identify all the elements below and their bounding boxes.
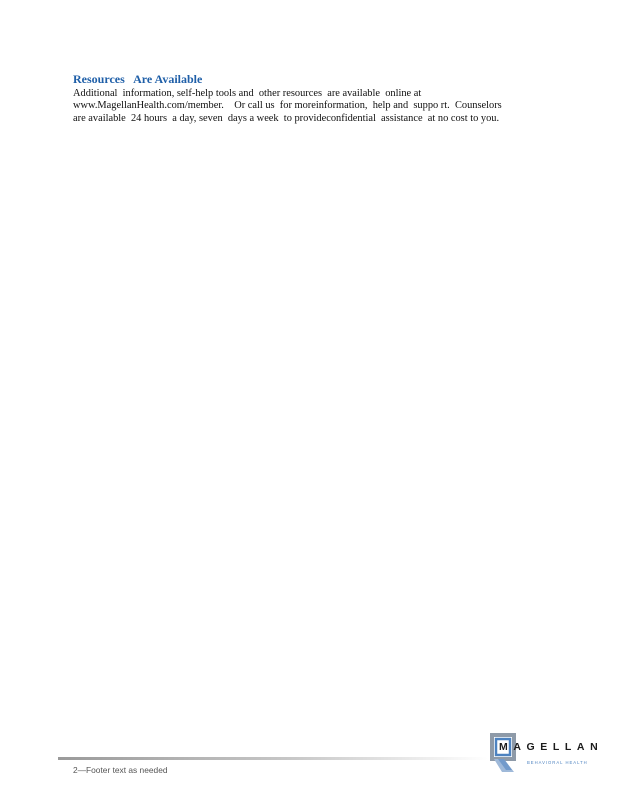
magellan-logo	[490, 732, 604, 774]
footer-text: 2—Footer text as needed	[73, 765, 168, 775]
logo-wordmark: MAGELLAN	[499, 741, 604, 753]
footer-divider	[58, 757, 488, 760]
logo-tagline: BEHAVIORAL HEALTH	[527, 760, 588, 765]
body-line: are available 24 hours a day, seven days a week to provideconfidential assistance at no cost to you.	[73, 112, 500, 124]
body-line: www.MagellanHealth.com/member. Or call us for moreinformation, help and suppo rt. Counselors	[73, 100, 502, 112]
magellan-logo-mark-icon	[490, 732, 530, 774]
section-heading: Resources Are Available	[73, 72, 203, 86]
section-body	[73, 88, 553, 125]
body-line: Additional information, self-help tools and other resources are available online at	[73, 88, 422, 99]
